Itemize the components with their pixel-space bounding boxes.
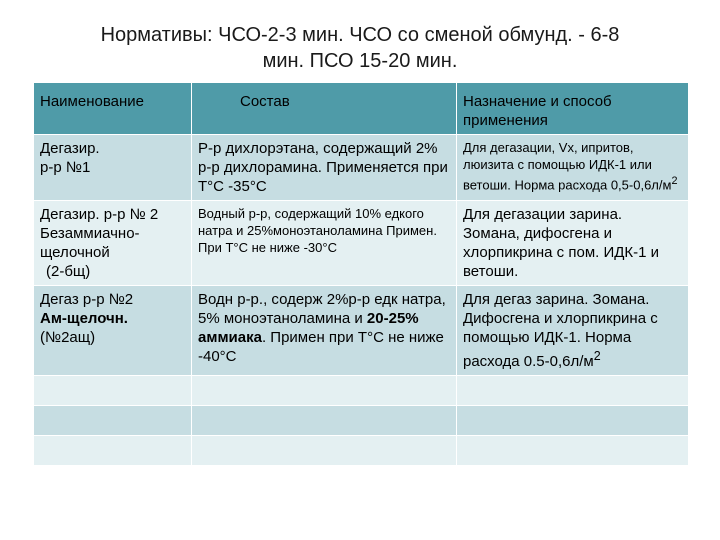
row2-name bbox=[34, 201, 192, 286]
row1-name-line2: р-р №1 bbox=[40, 159, 91, 176]
row1-purpose-sup: 2 bbox=[671, 175, 678, 187]
row3-sostav bbox=[192, 286, 457, 376]
row3-purpose-text: Для дегаз зарина. Зомана. Дифосгена и хлорпикрина с помощью ИДК-1. Норма расхода 0.5-0,6л/м bbox=[463, 291, 658, 370]
table-header-row bbox=[34, 83, 689, 135]
row3-name-b: Ам-щелочн. bbox=[40, 310, 128, 327]
header-sostav: Состав bbox=[192, 83, 457, 135]
row3-name bbox=[34, 286, 192, 376]
table-row-empty bbox=[34, 436, 689, 466]
row1-purpose-text: Для дегазации, Vx, ипритов, люизита с помощью ИДК-1 или ветоши. Норма расхода 0,5-0,6л/м bbox=[463, 140, 672, 193]
row3-name-a: Дегаз р-р №2 bbox=[40, 291, 134, 308]
table-row bbox=[34, 135, 689, 201]
table-row-empty bbox=[34, 406, 689, 436]
row2-name-line2: (2-бщ) bbox=[46, 263, 91, 280]
header-name: Наименование bbox=[34, 83, 192, 135]
row3-purpose bbox=[457, 286, 689, 376]
row1-name-line1: Дегазир. bbox=[40, 140, 100, 157]
title-line-2: мин. ПСО 15-20 мин. bbox=[262, 50, 458, 72]
degassing-table bbox=[33, 82, 689, 466]
row3-sostav-c: . Примен при Т°С не ниже -40°С bbox=[198, 329, 444, 365]
row3-purpose-sup: 2 bbox=[593, 349, 601, 363]
header-purpose: Назначение и способ применения bbox=[457, 83, 689, 135]
row3-sostav-b: 20-25% аммиака bbox=[198, 310, 419, 346]
row3-sostav-a: Водн р-р., содерж 2%р-р едк натра, 5% моноэтаноламина и bbox=[198, 291, 446, 327]
row1-name bbox=[34, 135, 192, 201]
table-row-empty bbox=[34, 376, 689, 406]
row1-purpose bbox=[457, 135, 689, 201]
row2-purpose: Для дегазации зарина. Зомана, дифосгена и хлорпикрина с пом. ИДК-1 и ветоши. bbox=[457, 201, 689, 286]
slide-title bbox=[0, 22, 720, 74]
row3-name-c: (№2ащ) bbox=[40, 329, 96, 346]
row2-sostav: Водный р-р, содержащий 10% едкого натра и 25%моноэтаноламина Примен. При Т°С не ниже -30°С bbox=[192, 201, 457, 286]
table-row bbox=[34, 201, 689, 286]
row1-sostav: Р-р дихлорэтана, содержащий 2% р-р дихлорамина. Применяется при Т°С -35°С bbox=[192, 135, 457, 201]
title-line-1: Нормативы: ЧСО-2-3 мин. ЧСО со сменой обмунд. - 6-8 bbox=[100, 24, 620, 46]
row2-name-main: Дегазир. р-р № 2 Безаммиачно-щелочной bbox=[40, 206, 159, 261]
table-row bbox=[34, 286, 689, 376]
